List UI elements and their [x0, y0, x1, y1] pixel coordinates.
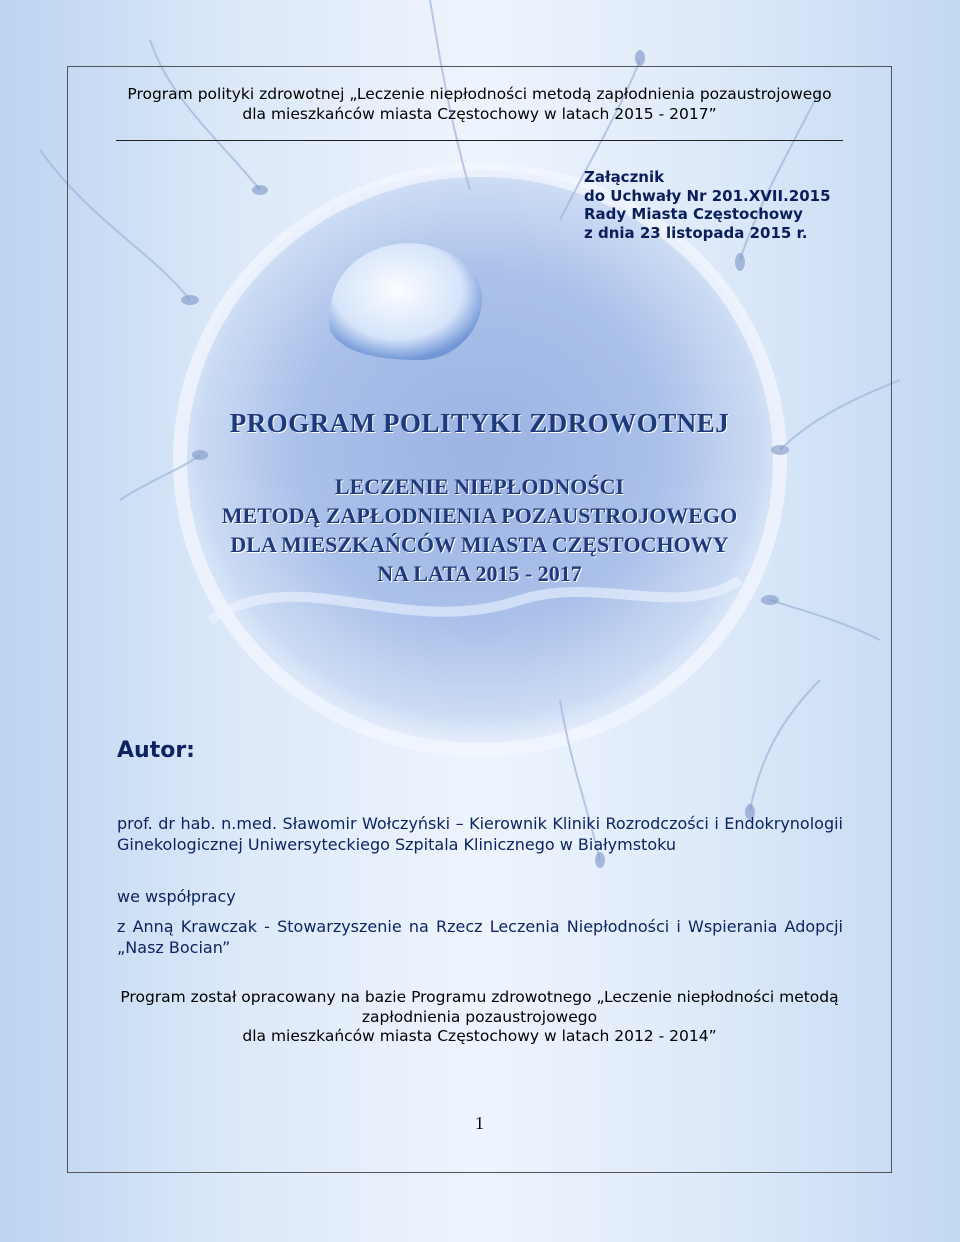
header-divider [116, 140, 843, 141]
annex-line-4: z dnia 23 listopada 2015 r. [584, 223, 808, 242]
author-heading: Autor: [117, 738, 195, 763]
annex-line-1: Załącznik [584, 168, 665, 186]
document-header [67, 84, 892, 124]
basis-note-line-1: Program został opracowany na bazie Programu zdrowotnego „Leczenie niepłodności metodą [120, 988, 839, 1006]
annex-line-2: do Uchwały Nr 201.XVII.2015 [584, 186, 831, 205]
subtitle-line-2: METODĄ ZAPŁODNIENIA POZAUSTROJOWEGO [221, 503, 738, 528]
basis-note-line-2: zapłodnienia pozaustrojowego [361, 1007, 598, 1026]
main-title: PROGRAM POLITYKI ZDROWOTNEJ [229, 408, 730, 438]
annex-note [584, 168, 831, 242]
header-line-1: Program polityki zdrowotnej „Leczenie niepłodności metodą zapłodnienia pozaustrojowego [127, 85, 832, 103]
author-description: prof. dr hab. n.med. Sławomir Wołczyński – Kierownik Kliniki Rozrodczości i Endokrynologii Ginekologicznej Uniwersyteckiego Szpitala Klinicznego w Białymstoku [117, 814, 843, 854]
basis-note [67, 988, 892, 1047]
annex-line-3: Rady Miasta Częstochowy [584, 205, 803, 223]
partner-description: z Anną Krawczak - Stowarzyszenie na Rzecz Leczenia Niepłodności i Wspierania Adopcji „Nasz Bocian” [117, 917, 843, 957]
subtitle-line-3: DLA MIESZKAŃCÓW MIASTA CZĘSTOCHOWY [230, 532, 729, 557]
subtitle-line-1: LECZENIE NIEPŁODNOŚCI [334, 474, 625, 499]
page-number: 1 [475, 1113, 484, 1133]
subtitle-block [67, 472, 892, 588]
basis-note-line-3: dla mieszkańców miasta Częstochowy w latach 2012 - 2014” [242, 1027, 717, 1045]
cooperation-label: we współpracy [117, 887, 236, 906]
subtitle-line-4: NA LATA 2015 - 2017 [377, 561, 582, 586]
header-line-2: dla mieszkańców miasta Częstochowy w latach 2015 - 2017” [242, 105, 717, 123]
